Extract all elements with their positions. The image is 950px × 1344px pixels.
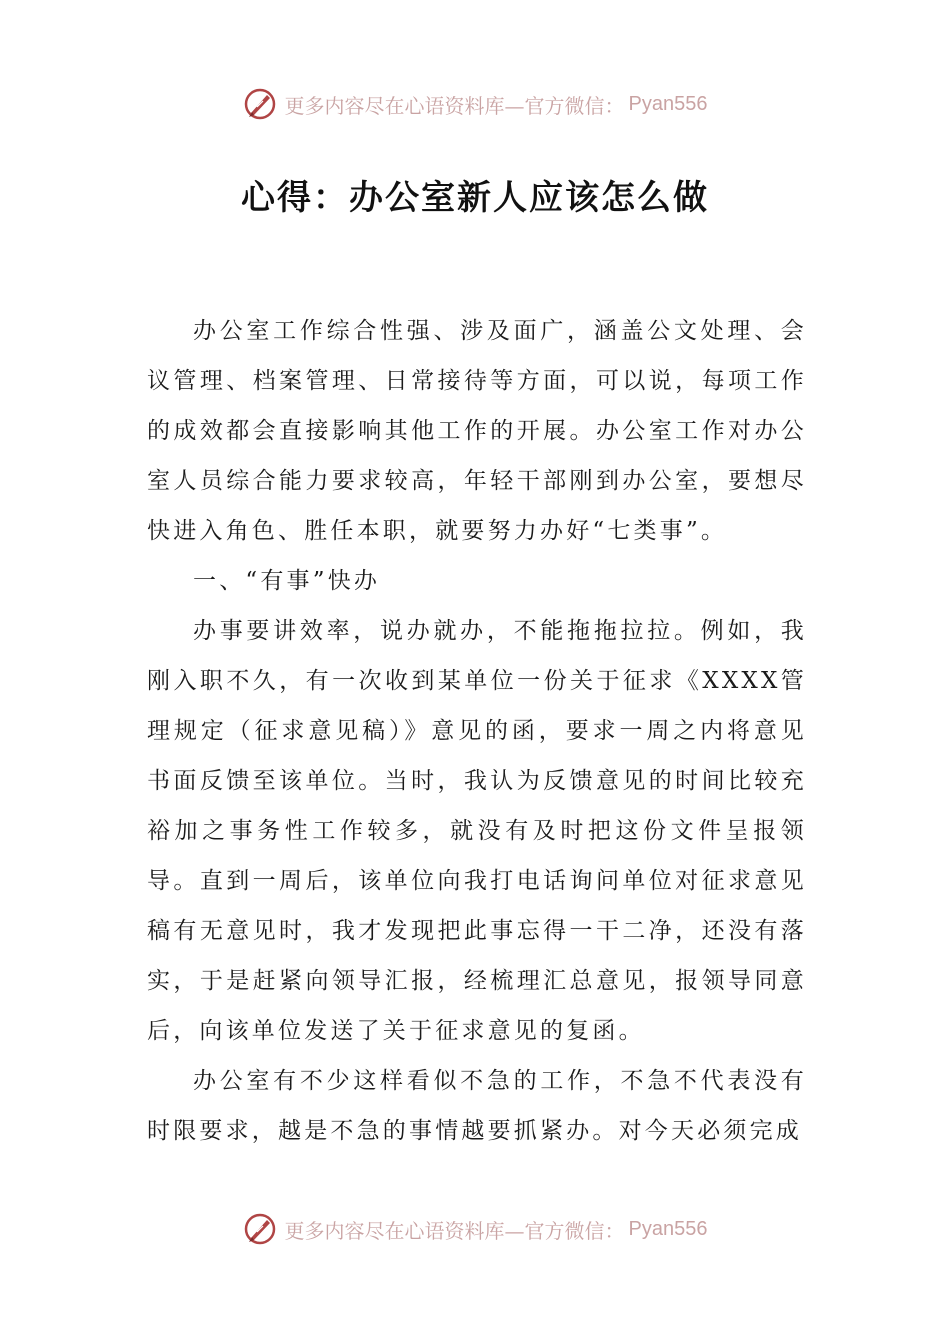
quill-logo-icon: [243, 87, 277, 121]
banner-wechat-id: Pyan556: [628, 1217, 708, 1240]
banner-wechat-id: Pyan556: [628, 92, 708, 115]
quill-logo-icon: [243, 1212, 277, 1246]
header-watermark-banner: [0, 84, 950, 124]
section-heading: 一、“有事”快办: [193, 568, 381, 594]
banner-text: 更多内容尽在心语资料库—官方微信：: [284, 1218, 625, 1243]
document-body: [147, 306, 807, 1156]
paragraph-continuation: 办公室有不少这样看似不急的工作，不急不代表没有时限要求，越是不急的事情越要抓紧办。对今天必须完成: [147, 1068, 807, 1144]
paragraph-example: 办事要讲效率，说办就办，不能拖拖拉拉。例如，我刚入职不久，有一次收到某单位一份关于征求《XXXX管理规定（征求意见稿）》意见的函，要求一周之内将意见书面反馈至该单位。当时，我认为反馈意见的时间比较充裕加之事务性工作较多，就没有及时把这份文件呈报领导。直到一周后，该单位向我打电话询问单位对征求意见稿有无意见时，我才发现把此事忘得一干二净，还没有落实，于是赶紧向领导汇报，经梳理汇总意见，报领导同意后，向该单位发送了关于征求意见的复函。: [147, 618, 807, 1044]
paragraph-intro: 办公室工作综合性强、涉及面广，涵盖公文处理、会议管理、档案管理、日常接待等方面，可以说，每项工作的成效都会直接影响其他工作的开展。办公室工作对办公室人员综合能力要求较高，年轻干部刚到办公室，要想尽快进入角色、胜任本职，就要努力办好“七类事”。: [147, 318, 807, 544]
document-title: 心得：办公室新人应该怎么做: [241, 178, 709, 218]
banner-text: 更多内容尽在心语资料库—官方微信：: [284, 93, 625, 118]
footer-watermark-banner: [0, 1209, 950, 1249]
